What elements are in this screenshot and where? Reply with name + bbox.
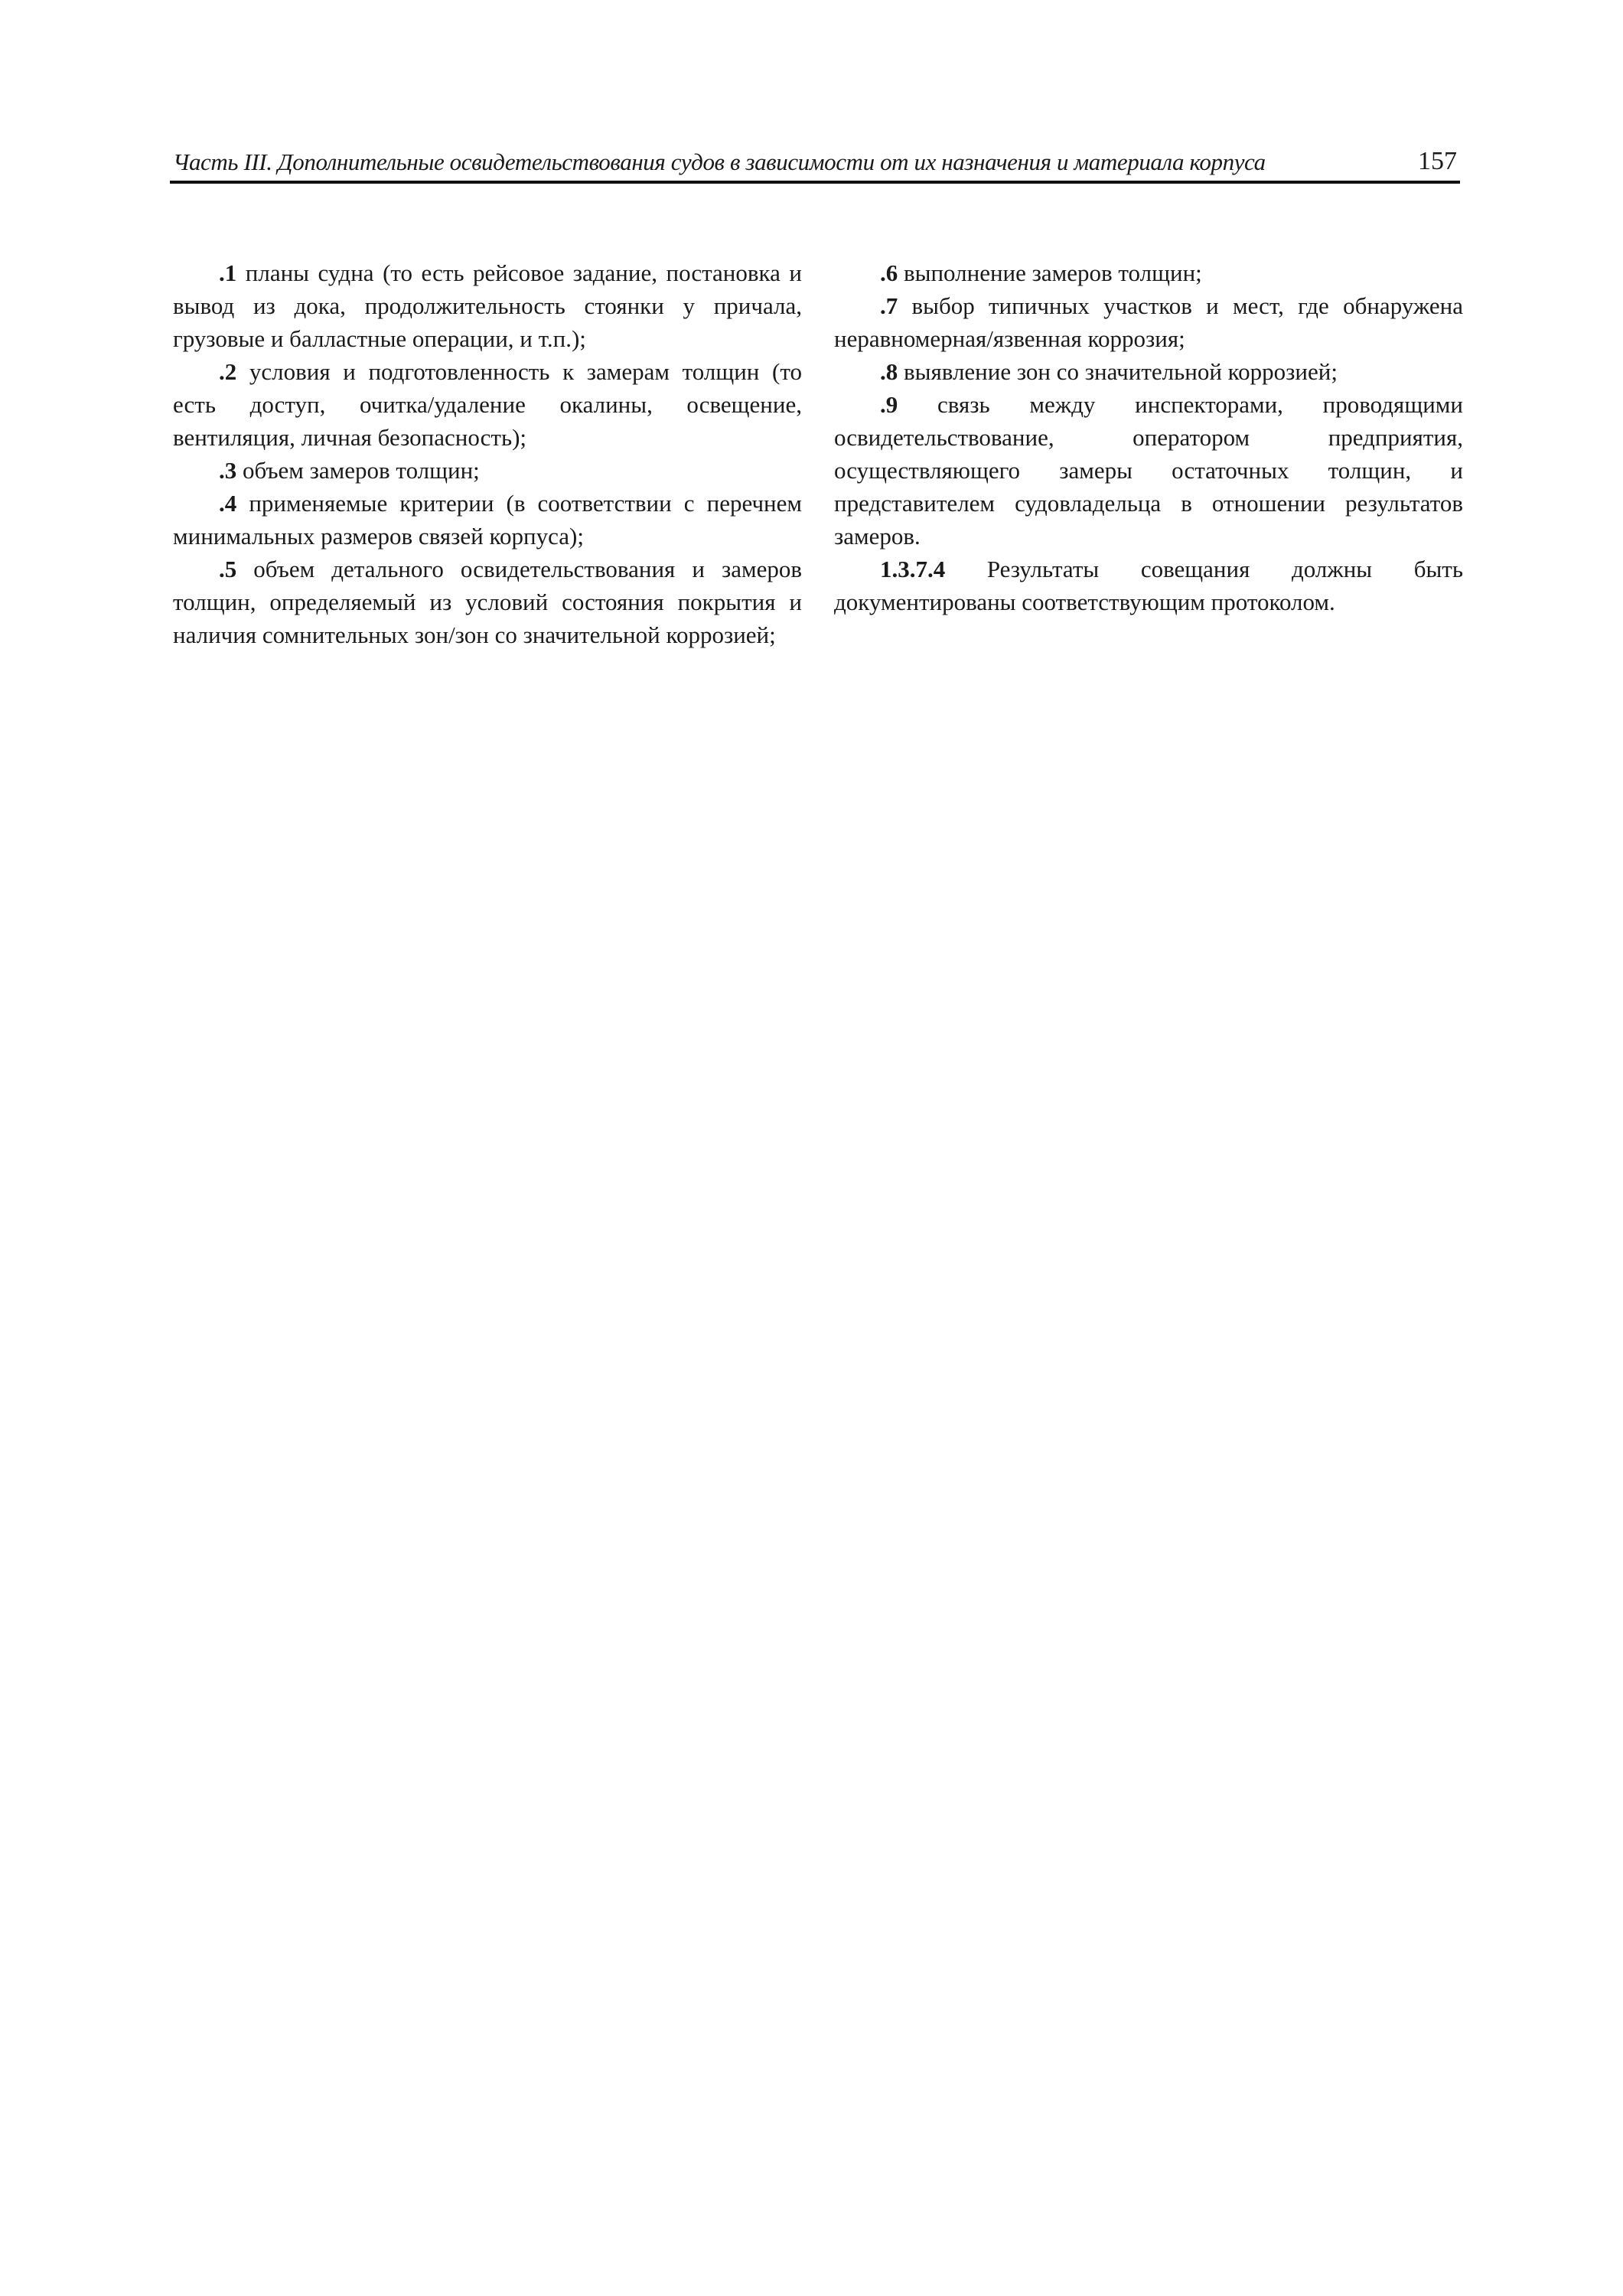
list-item [834,388,1463,553]
item-text: условия и подготовленность к замерам толщин (то есть доступ, очитка/удаление окалины, освещение, вентиляция, личная безопасность); [173,358,802,451]
list-item [173,355,802,454]
left-column [173,256,802,651]
item-text: связь между инспекторами, проводящими освидетельствование, оператором предприятия, осуществляющего замеры остаточных толщин, и представителем судовладельца в отношении результатов замеров. [834,391,1463,550]
list-item [834,289,1463,355]
item-text: выявление зон со значительной коррозией; [898,358,1338,385]
running-header [170,142,1460,184]
item-number: .6 [880,259,898,286]
running-header-title: Часть III. Дополнительные освидетельствования судов в зависимости от их назначения и материала корпуса [173,148,1266,175]
item-number: .9 [880,391,898,418]
item-text: планы судна (то есть рейсовое задание, постановка и вывод из дока, продолжительность стоянки у причала, грузовые и балластные операции, и т.п.); [173,259,802,352]
right-column [834,256,1463,618]
item-number: .1 [219,259,237,286]
list-item [173,256,802,355]
item-number: .2 [219,358,237,385]
section-paragraph [834,553,1463,618]
item-text: объем детального освидетельствования и замеров толщин, определяемый из условий состояния покрытия и наличия сомнительных зон/зон со значительной коррозией; [173,556,802,648]
list-item [173,487,802,553]
item-number: .4 [219,490,237,517]
section-number: 1.3.7.4 [880,556,946,582]
list-item [834,256,1463,289]
item-text: объем замеров толщин; [236,457,480,484]
item-text: применяемые критерии (в соответствии с перечнем минимальных размеров связей корпуса); [173,490,802,550]
item-text: выполнение замеров толщин; [898,259,1202,286]
item-number: .7 [880,292,898,319]
item-number: .3 [219,457,237,484]
list-item [834,355,1463,388]
item-text: выбор типичных участков и мест, где обнаружена неравномерная/язвенная коррозия; [834,292,1463,352]
item-number: .5 [219,556,237,582]
item-number: .8 [880,358,898,385]
page-number: 157 [1418,147,1457,175]
list-item [173,553,802,651]
list-item [173,454,802,487]
section-text: Результаты совещания должны быть документированы соответствующим протоколом. [834,556,1463,615]
